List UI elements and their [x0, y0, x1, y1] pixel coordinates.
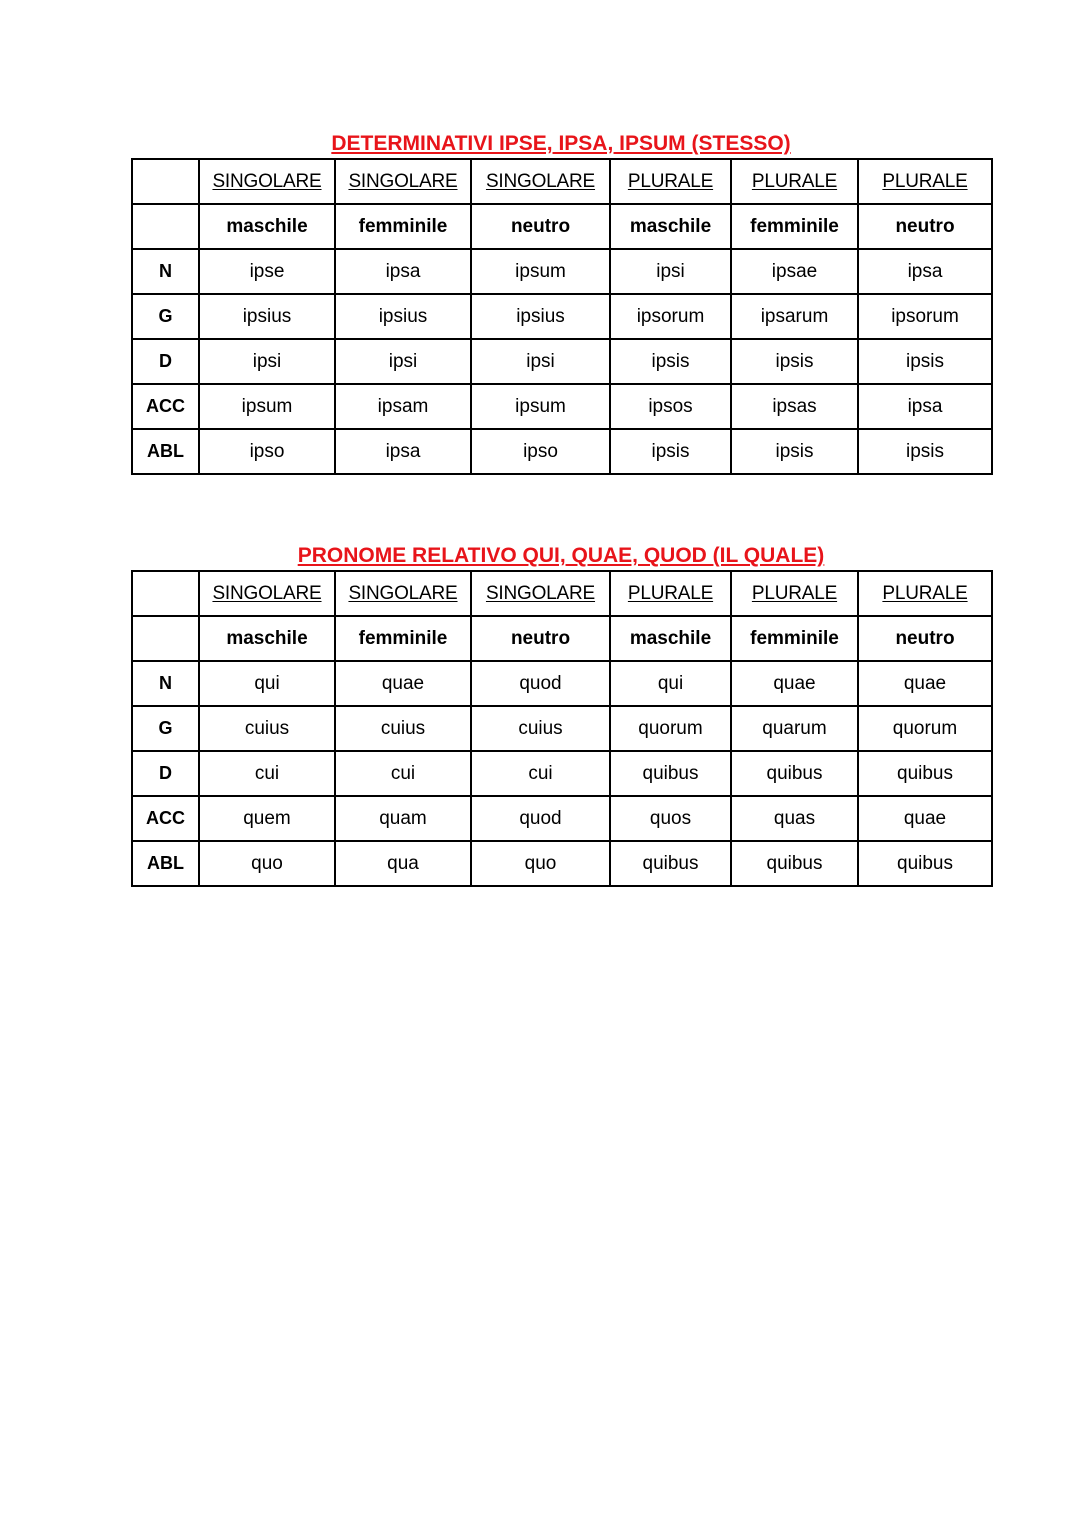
- form-cell: quem: [199, 796, 335, 841]
- form-cell: ipsi: [471, 339, 610, 384]
- form-cell: ipsorum: [858, 294, 992, 339]
- declension-table: [131, 158, 993, 475]
- form-cell: quibus: [731, 751, 858, 796]
- form-cell: qui: [610, 661, 731, 706]
- case-label: ABL: [132, 841, 199, 886]
- number-header: PLURALE: [731, 159, 858, 204]
- form-cell: cuius: [335, 706, 471, 751]
- gender-header: neutro: [471, 616, 610, 661]
- form-cell: ipsis: [610, 429, 731, 474]
- form-cell: quarum: [731, 706, 858, 751]
- form-cell: ipsis: [858, 339, 992, 384]
- number-header-row: [132, 571, 992, 616]
- table-row: [132, 294, 992, 339]
- form-cell: ipsi: [335, 339, 471, 384]
- form-cell: cui: [199, 751, 335, 796]
- ipse-section: [131, 130, 991, 475]
- form-cell: ipsa: [858, 249, 992, 294]
- table-row: [132, 751, 992, 796]
- form-cell: qui: [199, 661, 335, 706]
- table-row: [132, 706, 992, 751]
- qui-section: [131, 542, 991, 887]
- form-cell: quam: [335, 796, 471, 841]
- number-header: PLURALE: [610, 159, 731, 204]
- section-title: PRONOME RELATIVO QUI, QUAE, QUOD (IL QUALE): [297, 544, 825, 567]
- form-cell: quod: [471, 796, 610, 841]
- case-label: N: [132, 661, 199, 706]
- form-cell: ipsum: [471, 384, 610, 429]
- case-label: ABL: [132, 429, 199, 474]
- table-row: [132, 429, 992, 474]
- number-header: SINGOLARE: [335, 571, 471, 616]
- form-cell: quae: [858, 796, 992, 841]
- declension-table: [131, 570, 993, 887]
- form-cell: quibus: [858, 751, 992, 796]
- form-cell: cuius: [199, 706, 335, 751]
- form-cell: ipsi: [199, 339, 335, 384]
- gender-header: neutro: [471, 204, 610, 249]
- form-cell: cui: [471, 751, 610, 796]
- form-cell: ipsi: [610, 249, 731, 294]
- form-cell: quo: [199, 841, 335, 886]
- gender-header: femminile: [335, 204, 471, 249]
- table-row: [132, 384, 992, 429]
- form-cell: ipsa: [335, 249, 471, 294]
- number-header: PLURALE: [858, 159, 992, 204]
- form-cell: ipsa: [335, 429, 471, 474]
- number-header: PLURALE: [858, 571, 992, 616]
- number-header: SINGOLARE: [199, 571, 335, 616]
- form-cell: ipsorum: [610, 294, 731, 339]
- table-row: [132, 249, 992, 294]
- form-cell: quod: [471, 661, 610, 706]
- form-cell: ipsis: [858, 429, 992, 474]
- corner-cell: [132, 571, 199, 616]
- form-cell: cui: [335, 751, 471, 796]
- form-cell: quorum: [858, 706, 992, 751]
- form-cell: quorum: [610, 706, 731, 751]
- form-cell: ipsos: [610, 384, 731, 429]
- form-cell: cuius: [471, 706, 610, 751]
- form-cell: ipsas: [731, 384, 858, 429]
- gender-header-row: [132, 616, 992, 661]
- form-cell: ipsa: [858, 384, 992, 429]
- table-row: [132, 796, 992, 841]
- gender-header: femminile: [731, 616, 858, 661]
- form-cell: quae: [858, 661, 992, 706]
- gender-header: maschile: [199, 204, 335, 249]
- case-label: D: [132, 339, 199, 384]
- gender-header: maschile: [199, 616, 335, 661]
- form-cell: quibus: [731, 841, 858, 886]
- form-cell: ipso: [471, 429, 610, 474]
- case-label: G: [132, 706, 199, 751]
- form-cell: ipsis: [610, 339, 731, 384]
- table-row: [132, 661, 992, 706]
- number-header: SINGOLARE: [471, 571, 610, 616]
- number-header: SINGOLARE: [471, 159, 610, 204]
- case-label: ACC: [132, 796, 199, 841]
- form-cell: ipsius: [199, 294, 335, 339]
- form-cell: quibus: [610, 751, 731, 796]
- number-header: SINGOLARE: [335, 159, 471, 204]
- corner-cell: [132, 616, 199, 661]
- form-cell: quae: [731, 661, 858, 706]
- gender-header: femminile: [335, 616, 471, 661]
- case-label: N: [132, 249, 199, 294]
- form-cell: ipsarum: [731, 294, 858, 339]
- form-cell: ipsum: [471, 249, 610, 294]
- gender-header: femminile: [731, 204, 858, 249]
- corner-cell: [132, 204, 199, 249]
- case-label: G: [132, 294, 199, 339]
- form-cell: quibus: [610, 841, 731, 886]
- form-cell: ipsae: [731, 249, 858, 294]
- form-cell: quae: [335, 661, 471, 706]
- corner-cell: [132, 159, 199, 204]
- case-label: D: [132, 751, 199, 796]
- form-cell: ipsum: [199, 384, 335, 429]
- gender-header: maschile: [610, 204, 731, 249]
- form-cell: ipsius: [471, 294, 610, 339]
- case-label: ACC: [132, 384, 199, 429]
- table-row: [132, 841, 992, 886]
- form-cell: ipso: [199, 429, 335, 474]
- form-cell: quas: [731, 796, 858, 841]
- form-cell: ipsis: [731, 429, 858, 474]
- form-cell: qua: [335, 841, 471, 886]
- gender-header: maschile: [610, 616, 731, 661]
- gender-header: neutro: [858, 616, 992, 661]
- form-cell: quibus: [858, 841, 992, 886]
- form-cell: quo: [471, 841, 610, 886]
- form-cell: ipsius: [335, 294, 471, 339]
- gender-header: neutro: [858, 204, 992, 249]
- number-header: PLURALE: [731, 571, 858, 616]
- form-cell: ipsam: [335, 384, 471, 429]
- section-title: DETERMINATIVI IPSE, IPSA, IPSUM (STESSO): [331, 132, 791, 155]
- form-cell: quos: [610, 796, 731, 841]
- table-row: [132, 339, 992, 384]
- form-cell: ipse: [199, 249, 335, 294]
- number-header: PLURALE: [610, 571, 731, 616]
- number-header: SINGOLARE: [199, 159, 335, 204]
- number-header-row: [132, 159, 992, 204]
- gender-header-row: [132, 204, 992, 249]
- form-cell: ipsis: [731, 339, 858, 384]
